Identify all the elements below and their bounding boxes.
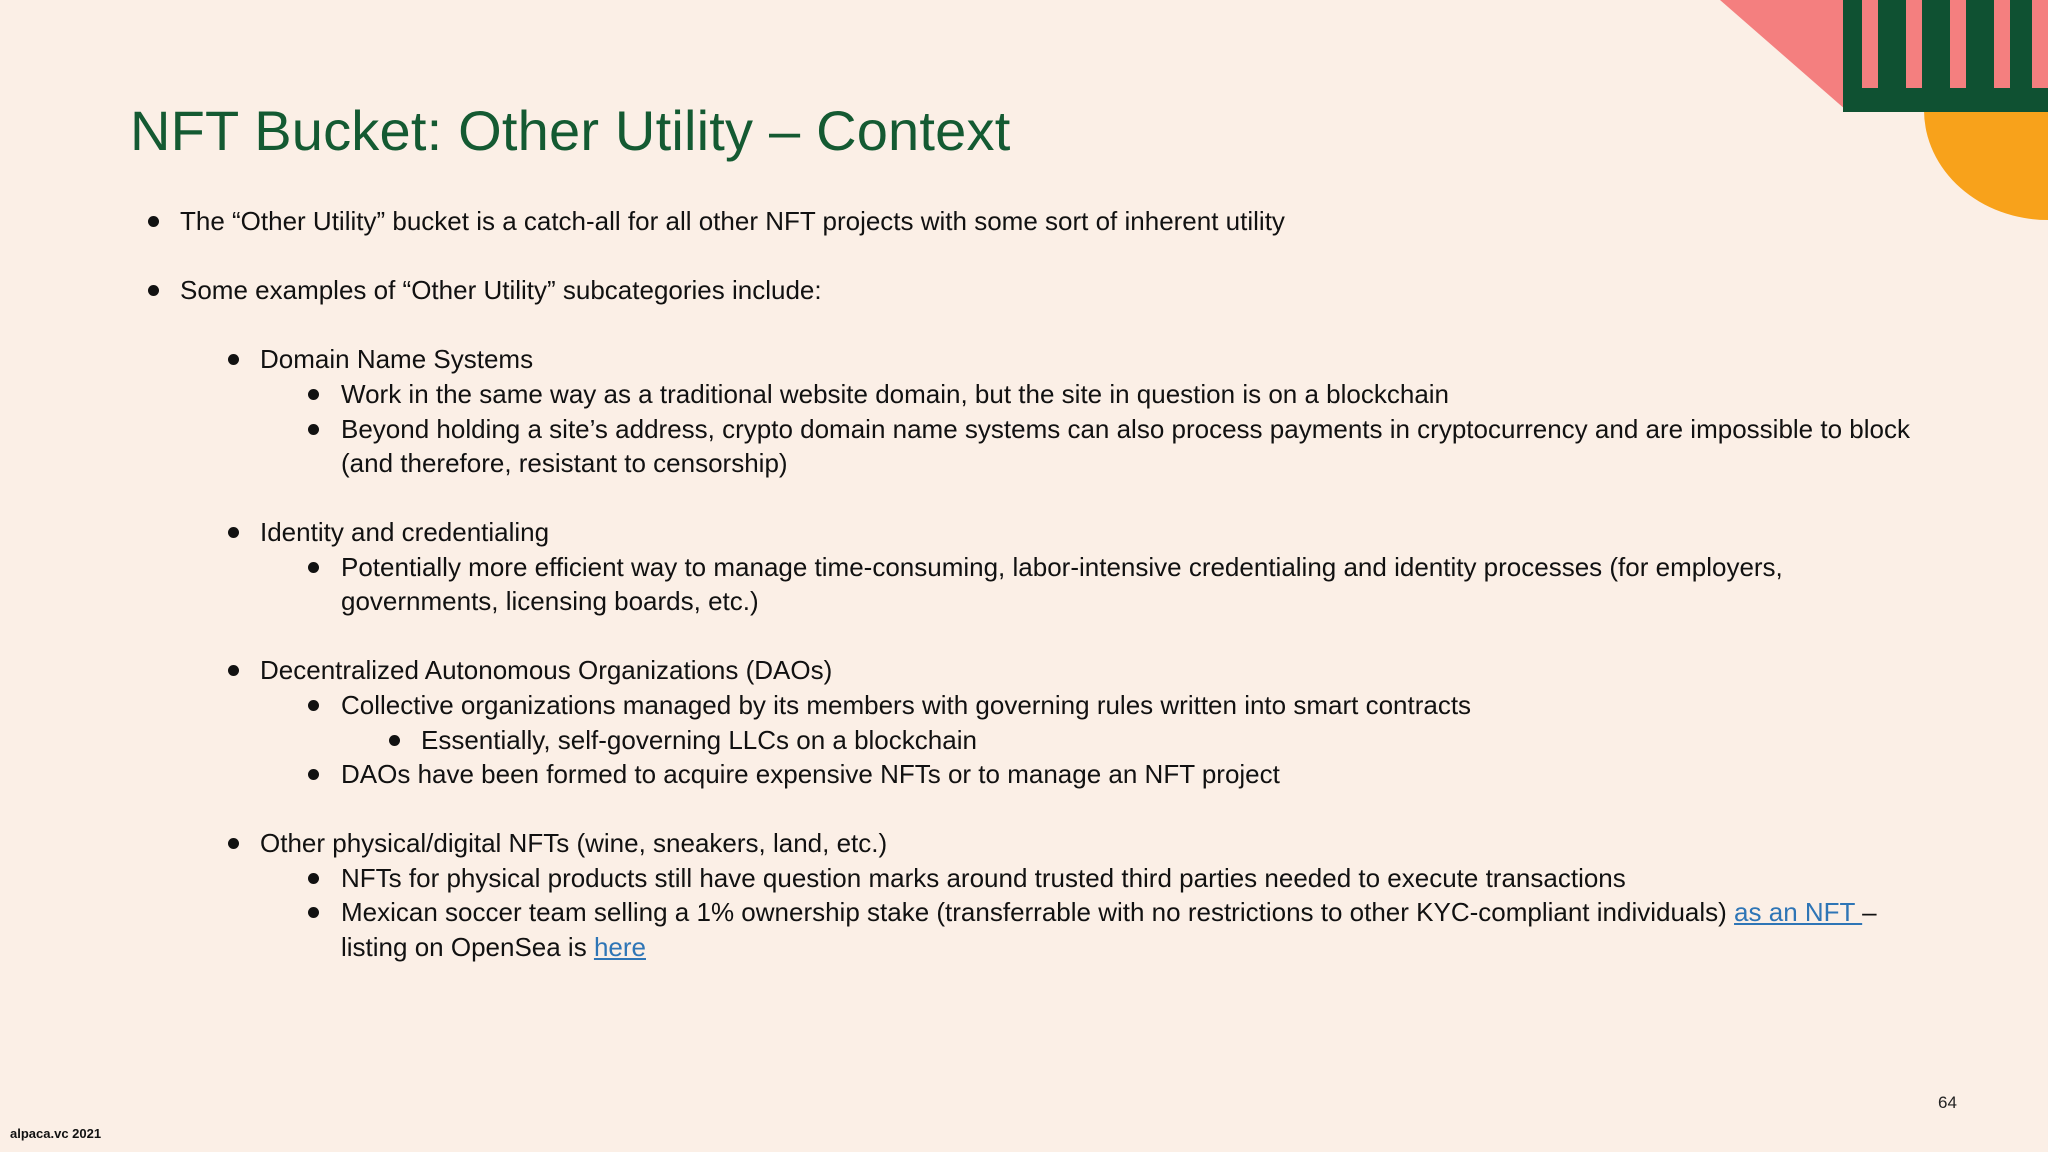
bullet-dot (228, 354, 239, 365)
list-item (260, 653, 832, 688)
bullet-dot (228, 838, 239, 849)
bullet-dot (308, 389, 319, 400)
pink-stripe (1862, 0, 1878, 88)
list-item (341, 757, 1280, 792)
bullet-dot (389, 735, 400, 746)
bullet-text: Some examples of “Other Utility” subcategories include: (180, 275, 822, 305)
list-item (180, 273, 822, 308)
pink-stripe (1950, 0, 1966, 88)
bullet-dot (308, 907, 319, 918)
list-item (341, 688, 1471, 723)
bullet-dot (308, 769, 319, 780)
list-item (341, 861, 1626, 896)
subcategory-heading: Identity and credentialing (260, 517, 550, 547)
bullet-text-part: listing on OpenSea is (341, 932, 594, 962)
bullet-text: NFTs for physical products still have question marks around trusted third parties needed to execute transactions (341, 863, 1626, 893)
list-item-continuation (341, 930, 646, 965)
page-number: 64 (1938, 1093, 1957, 1112)
bullet-dot (308, 873, 319, 884)
bullet-dot (308, 424, 319, 435)
subcategory-heading: Decentralized Autonomous Organizations (DAOs) (260, 655, 833, 685)
bullet-text: Potentially more efficient way to manage time-consuming, labor-intensive credentialing and identity processes (for employers, (341, 552, 1783, 582)
bullet-dot (308, 562, 319, 573)
list-item (341, 412, 1910, 447)
bullet-text: Beyond holding a site’s address, crypto domain name systems can also process payments in cryptocurrency and are impossible to block (341, 414, 1910, 444)
as-an-nft-link[interactable]: as an NFT (1734, 897, 1863, 927)
subcategory-heading: Domain Name Systems (260, 344, 534, 374)
list-item (180, 204, 1285, 239)
list-item (341, 895, 1877, 930)
pink-triangle-shape (1720, 0, 1846, 110)
bullet-text: Work in the same way as a traditional website domain, but the site in question is on a blockchain (341, 379, 1450, 409)
bullet-text: (and therefore, resistant to censorship) (341, 448, 788, 478)
bullet-text (341, 930, 646, 965)
bullet-text (341, 895, 1877, 930)
subcategory-heading: Other physical/digital NFTs (wine, sneakers, land, etc.) (260, 828, 888, 858)
list-item-continuation (341, 446, 788, 481)
bullet-dot (148, 216, 159, 227)
bullet-text: The “Other Utility” bucket is a catch-all for all other NFT projects with some sort of inherent utility (180, 206, 1285, 236)
bullet-text-part: Mexican soccer team selling a 1% ownership stake (transferrable with no restrictions to other KYC-compliant individuals) (341, 897, 1735, 927)
bullet-text: Essentially, self-governing LLCs on a blockchain (421, 725, 977, 755)
bullet-text: DAOs have been formed to acquire expensive NFTs or to manage an NFT project (341, 759, 1280, 789)
bullet-dot (308, 700, 319, 711)
bullet-text: governments, licensing boards, etc.) (341, 586, 759, 616)
here-link[interactable]: here (593, 932, 646, 962)
bullet-dot (228, 665, 239, 676)
dash: – (1862, 897, 1877, 927)
list-item (341, 550, 1783, 585)
list-item-continuation (341, 584, 759, 619)
list-item (421, 723, 977, 758)
footer-text: alpaca.vc 2021 (10, 1126, 102, 1141)
pink-stripe (1906, 0, 1922, 88)
bullet-dot (228, 527, 239, 538)
pink-stripe (1994, 0, 2010, 88)
list-item (260, 515, 549, 550)
pink-stripe (2032, 0, 2048, 88)
slide-title: NFT Bucket: Other Utility – Context (130, 99, 1011, 162)
list-item (341, 377, 1449, 412)
bullet-dot (148, 285, 159, 296)
list-item (260, 826, 887, 861)
bullet-text: Collective organizations managed by its members with governing rules written into smart contracts (341, 690, 1472, 720)
list-item (260, 342, 533, 377)
orange-circle-shape (1924, 110, 2048, 220)
